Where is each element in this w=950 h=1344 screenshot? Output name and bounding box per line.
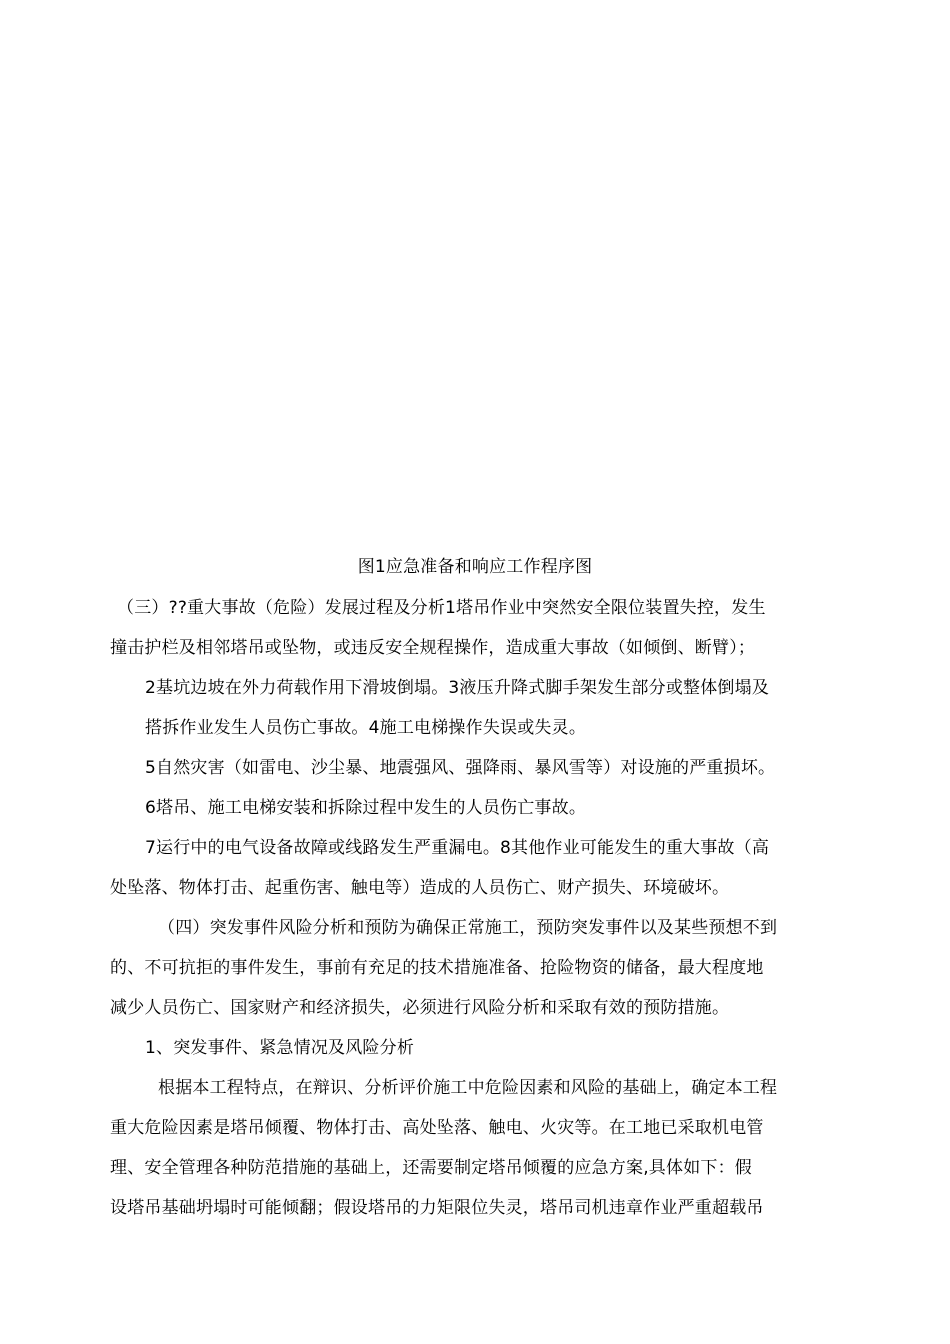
paragraph-line: （三）??重大事故（危险）发展过程及分析1塔吊作业中突然安全限位装置失控，发生	[117, 598, 766, 618]
paragraph-line: （四）突发事件风险分析和预防为确保正常施工，预防突发事件以及某些预想不到	[158, 918, 778, 938]
paragraph-line: 搭拆作业发生人员伤亡事故。4施工电梯操作失误或失灵。	[145, 718, 587, 738]
paragraph-line: 理、安全管理各种防范措施的基础上，还需要制定塔吊倾覆的应急方案,具体如下：假	[110, 1158, 753, 1178]
paragraph-line: 设塔吊基础坍塌时可能倾翻；假设塔吊的力矩限位失灵，塔吊司机违章作业严重超载吊	[110, 1198, 764, 1218]
paragraph-line: 2基坑边坡在外力荷载作用下滑坡倒塌。3液压升降式脚手架发生部分或整体倒塌及	[145, 678, 770, 698]
paragraph-line: 6塔吊、施工电梯安装和拆除过程中发生的人员伤亡事故。	[145, 798, 587, 818]
paragraph-line: 撞击护栏及相邻塔吊或坠物，或违反安全规程操作，造成重大事故（如倾倒、断臂）；	[110, 638, 756, 658]
section-heading: 1、突发事件、紧急情况及风险分析	[145, 1038, 415, 1058]
paragraph-line: 7运行中的电气设备故障或线路发生严重漏电。8其他作业可能发生的重大事故（高	[145, 838, 770, 858]
paragraph-line: 根据本工程特点，在辩识、分析评价施工中危险因素和风险的基础上，确定本工程	[158, 1078, 778, 1098]
figure-caption: 图1应急准备和响应工作程序图	[357, 557, 593, 577]
paragraph-line: 减少人员伤亡、国家财产和经济损失，必须进行风险分析和采取有效的预防措施。	[110, 998, 730, 1018]
paragraph-line: 处坠落、物体打击、起重伤害、触电等）造成的人员伤亡、财产损失、环境破坏。	[110, 878, 730, 898]
paragraph-line: 的、不可抗拒的事件发生，事前有充足的技术措施准备、抢险物资的储备，最大程度地	[110, 958, 764, 978]
paragraph-line: 5自然灾害（如雷电、沙尘暴、地震强风、强降雨、暴风雪等）对设施的严重损坏。	[145, 758, 776, 778]
paragraph-line: 重大危险因素是塔吊倾覆、物体打击、高处坠落、触电、火灾等。在工地已采取机电管	[110, 1118, 764, 1138]
